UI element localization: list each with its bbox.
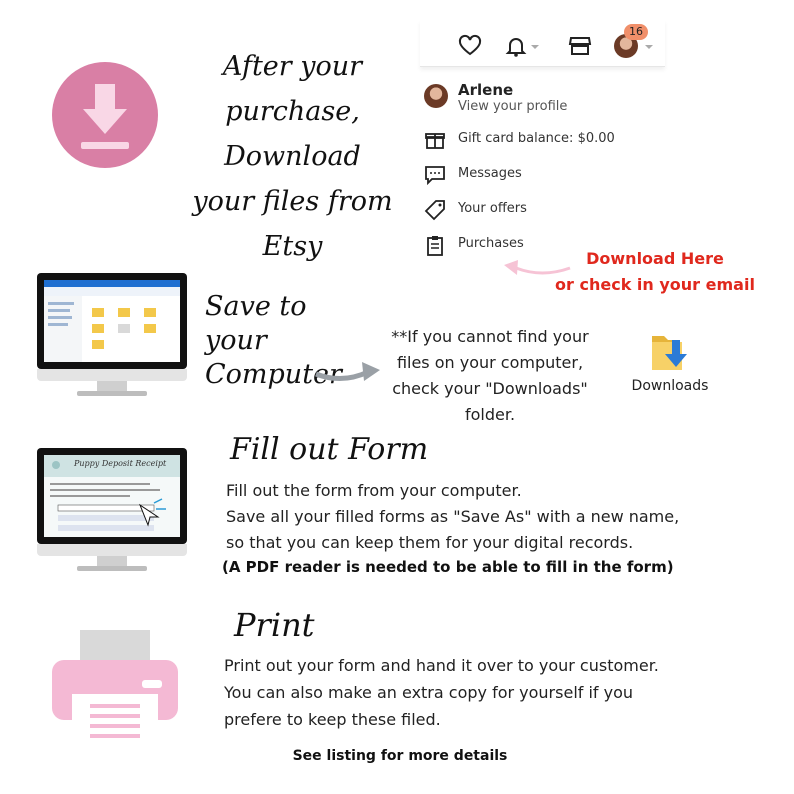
clipboard-icon	[424, 234, 446, 256]
shop-icon[interactable]	[568, 34, 592, 58]
note-line: check your "Downloads"	[392, 379, 588, 398]
gift-icon	[424, 129, 446, 151]
menu-item-gift-card[interactable]	[420, 126, 665, 156]
menu-item-label: Purchases	[458, 236, 524, 251]
form-screenshot	[44, 455, 180, 537]
download-circle	[52, 62, 158, 168]
download-icon	[52, 62, 158, 168]
printer-icon	[50, 628, 180, 750]
downloads-folder-label: Downloads	[631, 378, 709, 394]
form-illustration	[44, 455, 180, 537]
instruction-line: so that you can keep them for your digital records.	[226, 533, 634, 552]
callout-line: Download Here	[586, 249, 724, 268]
file-explorer-screenshot	[44, 280, 180, 362]
instruction-line: prefere to keep these filed.	[224, 710, 441, 729]
menu-item-messages[interactable]	[420, 161, 665, 191]
step4-instructions	[224, 652, 744, 733]
downloads-note	[370, 324, 610, 428]
pdf-reader-note: (A PDF reader is needed to be able to fill in the form)	[222, 558, 674, 576]
download-here-callout	[540, 246, 770, 298]
bell-icon[interactable]	[504, 34, 528, 58]
note-line: files on your computer,	[396, 353, 584, 372]
etsy-topbar	[420, 20, 665, 67]
menu-item-label: Messages	[458, 166, 522, 181]
chevron-down-icon	[528, 34, 542, 58]
step2-title-line: Computer	[205, 359, 342, 390]
step1-title-line: Download	[224, 141, 361, 172]
messages-icon	[424, 164, 446, 186]
downloads-folder-icon	[650, 330, 690, 374]
instruction-line: Print out your form and hand it over to your customer.	[224, 656, 659, 675]
instruction-line: Fill out the form from your computer.	[226, 481, 522, 500]
step4-title: Print	[234, 606, 315, 644]
tag-icon	[424, 199, 446, 221]
monitor-chin	[37, 544, 187, 556]
note-line: folder.	[464, 405, 516, 424]
monitor-form	[37, 448, 187, 572]
listing-details-note: See listing for more details	[292, 748, 508, 764]
monitor-chin	[37, 369, 187, 381]
menu-item-label: Gift card balance: $0.00	[458, 131, 615, 146]
step3-instructions	[226, 478, 746, 556]
file-explorer-illustration	[44, 280, 180, 362]
step1-title	[160, 44, 425, 269]
step1-title-line: After your	[222, 51, 363, 82]
step1-title-line: your files from Etsy	[192, 186, 393, 262]
step1-title-line: purchase,	[225, 96, 360, 127]
profile-avatar[interactable]	[424, 84, 448, 108]
view-profile-link[interactable]: View your profile	[458, 99, 568, 114]
monitor-base	[77, 391, 147, 396]
menu-item-offers[interactable]	[420, 196, 665, 226]
monitor-base	[77, 566, 147, 571]
callout-line: or check in your email	[555, 275, 755, 294]
etsy-account-panel	[420, 12, 665, 280]
note-line: **If you cannot find your	[391, 327, 589, 346]
heart-icon[interactable]	[458, 34, 482, 58]
notification-badge: 16	[624, 24, 648, 40]
menu-item-label: Your offers	[458, 201, 527, 216]
step2-title-line: Save to your	[205, 291, 307, 356]
step3-title: Fill out Form	[230, 432, 429, 467]
chevron-down-icon	[642, 34, 656, 58]
instruction-line: You can also make an extra copy for yourself if you	[224, 683, 634, 702]
form-screen-title: Puppy Deposit Receipt	[74, 459, 167, 468]
monitor-file-explorer	[37, 273, 187, 397]
instruction-line: Save all your filled forms as "Save As" with a new name,	[226, 507, 680, 526]
profile-name[interactable]: Arlene	[458, 81, 514, 99]
